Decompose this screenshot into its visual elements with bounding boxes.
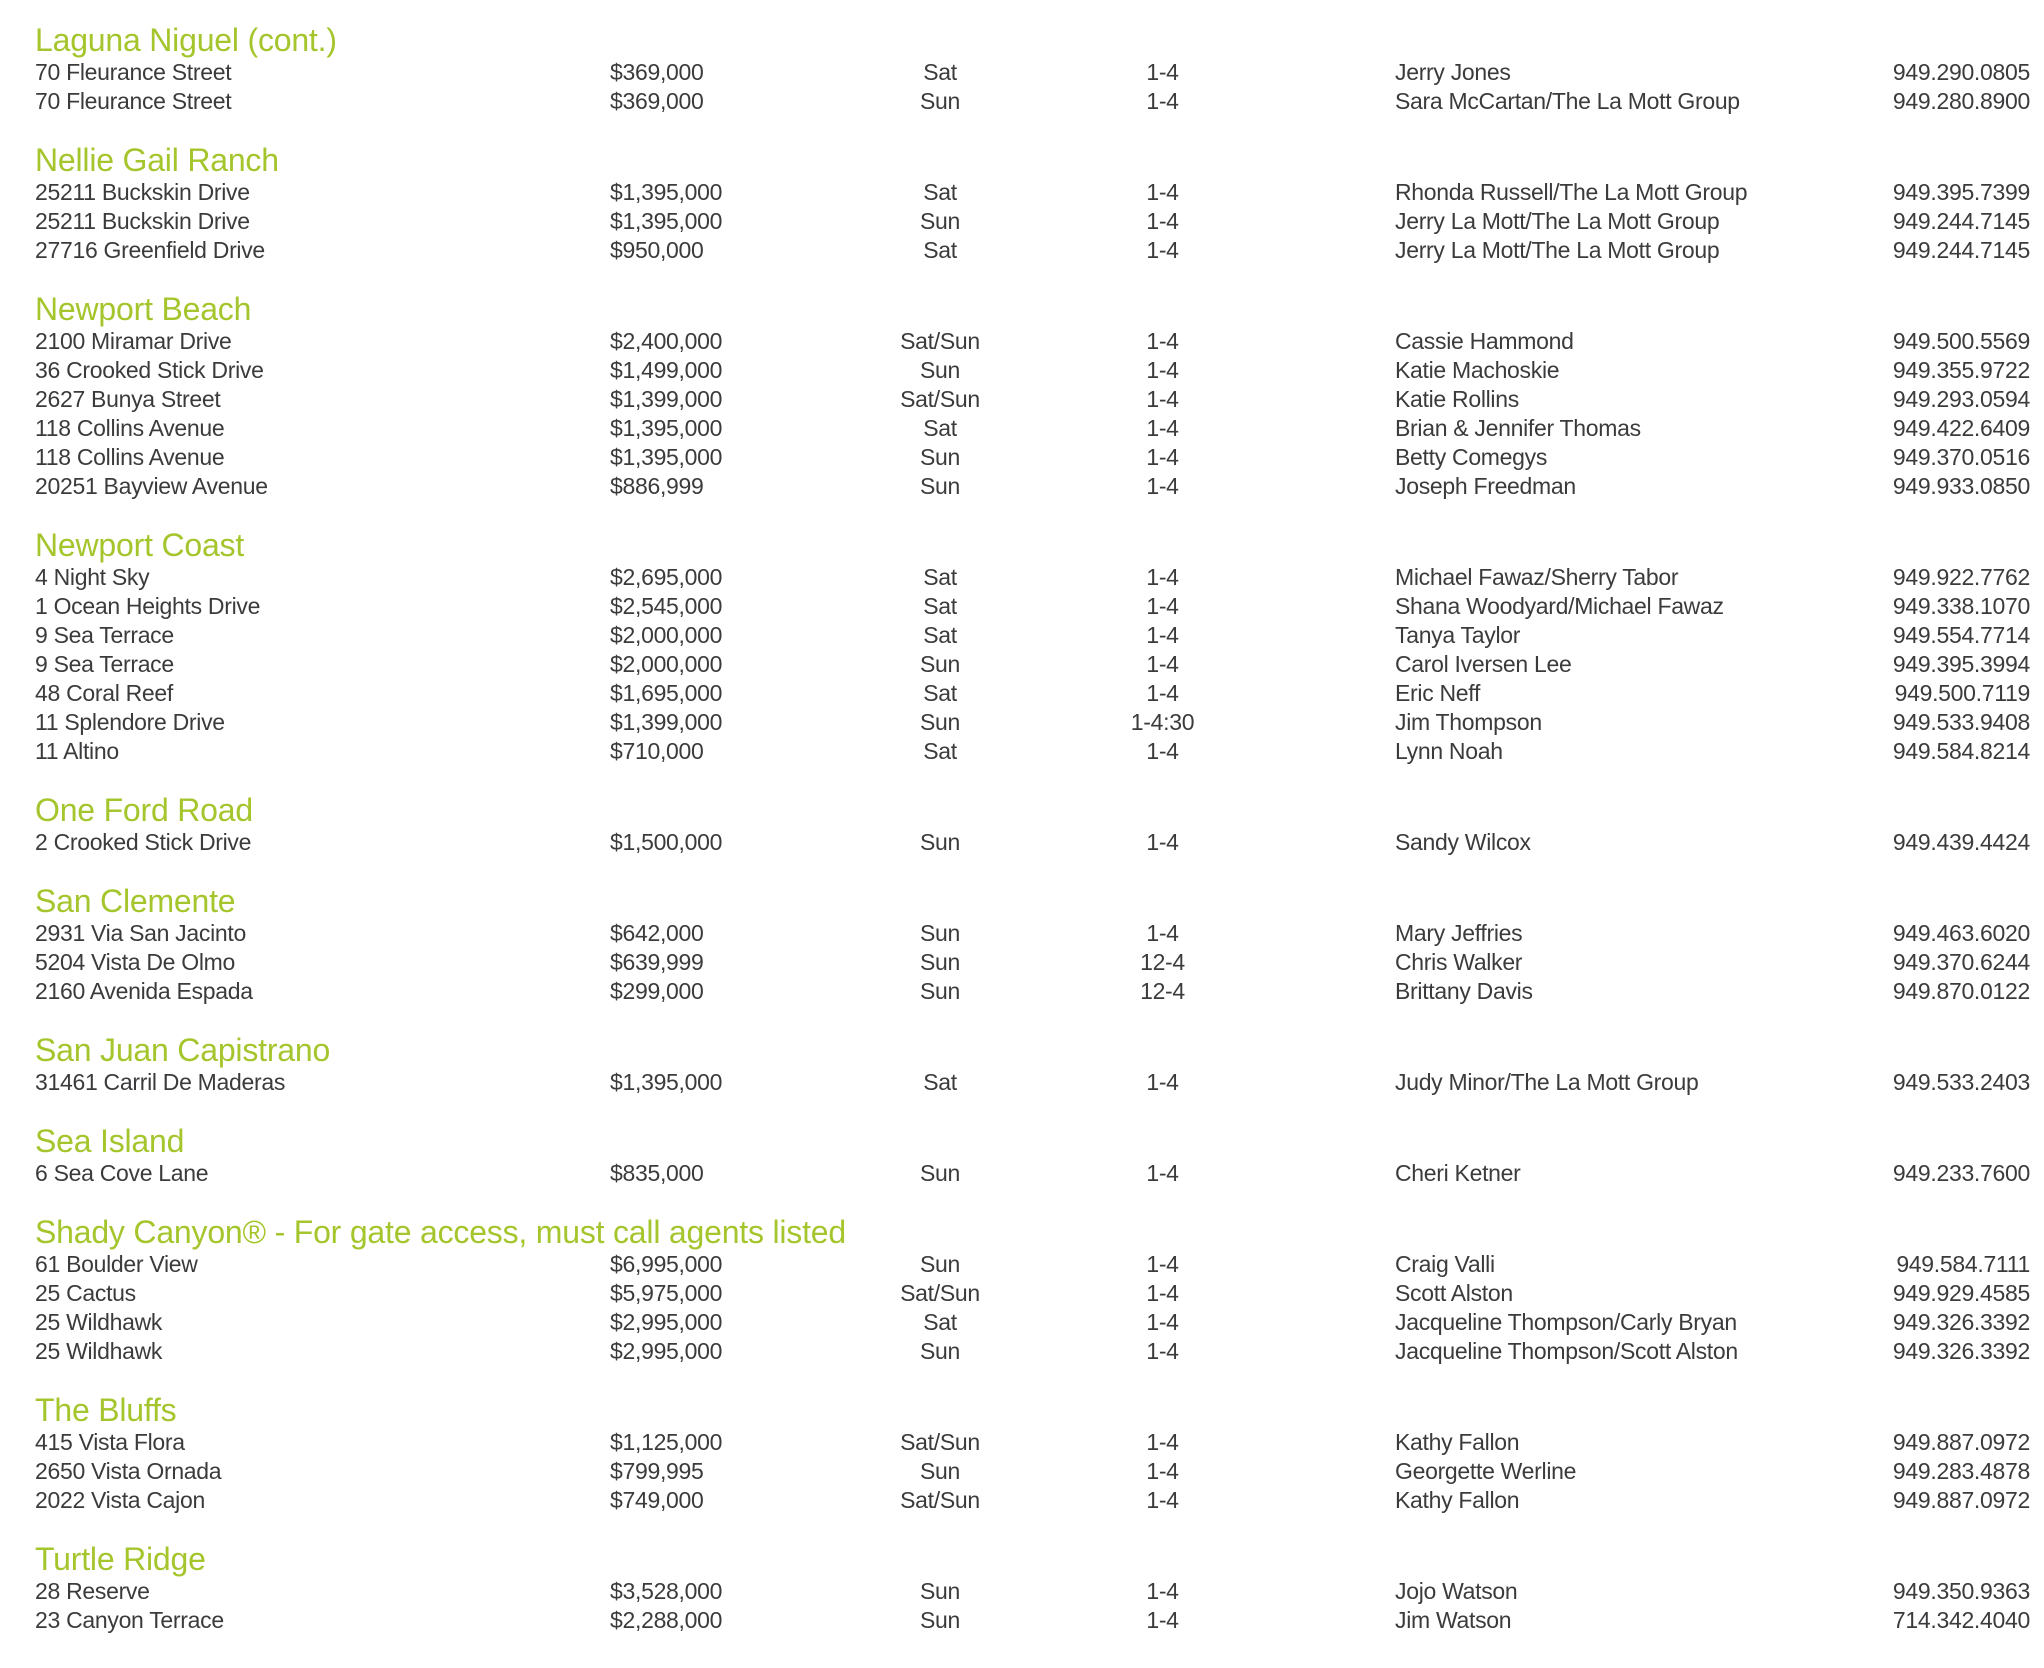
listing-section	[35, 22, 2030, 116]
listing-row	[35, 828, 2030, 857]
listing-row	[35, 1279, 2030, 1308]
listing-day: Sat	[923, 593, 957, 619]
section-title: Newport Coast	[35, 527, 245, 563]
listing-day: Sat	[923, 1069, 957, 1095]
listing-row	[35, 1159, 2030, 1188]
listing-agent: Brittany Davis	[1395, 978, 1533, 1004]
listing-day: Sat	[923, 622, 957, 648]
listing-price: $2,400,000	[610, 328, 723, 354]
listing-section	[35, 883, 2030, 1006]
listing-time: 1-4	[1146, 88, 1179, 114]
section-rows	[35, 828, 2030, 857]
listing-address: 6 Sea Cove Lane	[35, 1160, 209, 1186]
listing-price: $1,395,000	[610, 179, 723, 205]
listing-time: 1-4	[1146, 651, 1179, 677]
listing-day: Sun	[919, 1607, 961, 1633]
listing-time: 1-4	[1146, 622, 1179, 648]
listing-price: $369,000	[610, 59, 704, 85]
listing-phone: 949.584.7111	[1896, 1251, 2030, 1277]
listing-row	[35, 414, 2030, 443]
listing-price: $2,995,000	[610, 1338, 723, 1364]
listing-phone: 949.500.7119	[1894, 680, 2030, 706]
listing-address: 25 Wildhawk	[35, 1309, 163, 1335]
listing-agent: Lynn Noah	[1395, 738, 1503, 764]
listing-phone: 949.280.8900	[1892, 88, 2030, 114]
listing-row	[35, 737, 2030, 766]
listing-agent: Jim Thompson	[1395, 709, 1542, 735]
listing-row	[35, 708, 2030, 737]
listing-time: 12-4	[1140, 949, 1185, 975]
listing-row	[35, 385, 2030, 414]
listing-row	[35, 178, 2030, 207]
listing-time: 12-4	[1140, 978, 1185, 1004]
listing-agent: Cheri Ketner	[1395, 1160, 1521, 1186]
listing-phone: 949.439.4424	[1892, 829, 2030, 855]
listing-row	[35, 679, 2030, 708]
listing-day: Sat/Sun	[900, 1429, 980, 1455]
listing-row	[35, 472, 2030, 501]
listing-row	[35, 1337, 2030, 1366]
listing-phone: 949.338.1070	[1892, 593, 2030, 619]
listing-address: 48 Coral Reef	[35, 680, 174, 706]
listing-address: 1 Ocean Heights Drive	[35, 593, 261, 619]
listing-price: $2,995,000	[610, 1309, 723, 1335]
listing-agent: Jerry Jones	[1395, 59, 1511, 85]
listing-day: Sun	[919, 1578, 961, 1604]
listing-agent: Brian & Jennifer Thomas	[1395, 415, 1641, 441]
listing-price: $1,395,000	[610, 415, 723, 441]
listing-row	[35, 977, 2030, 1006]
listing-day: Sun	[919, 1338, 961, 1364]
section-title: San Clemente	[35, 883, 236, 919]
listing-address: 20251 Bayview Avenue	[35, 473, 268, 499]
listing-address: 25 Wildhawk	[35, 1338, 163, 1364]
listing-time: 1-4	[1146, 179, 1179, 205]
listing-agent: Jerry La Mott/The La Mott Group	[1395, 208, 1720, 234]
listing-price: $299,000	[610, 978, 704, 1004]
listing-phone: 949.554.7714	[1892, 622, 2030, 648]
listing-agent: Betty Comegys	[1395, 444, 1548, 470]
listing-agent: Jim Watson	[1395, 1607, 1512, 1633]
listing-day: Sun	[919, 651, 961, 677]
section-title: Sea Island	[35, 1123, 185, 1159]
listing-agent: Carol Iversen Lee	[1395, 651, 1572, 677]
open-house-directory	[35, 22, 2030, 1635]
listing-price: $1,500,000	[610, 829, 723, 855]
listing-price: $1,395,000	[610, 1069, 723, 1095]
listing-section	[35, 1214, 2030, 1366]
listing-agent: Katie Rollins	[1395, 386, 1519, 412]
section-rows	[35, 58, 2030, 116]
listing-row	[35, 443, 2030, 472]
listing-day: Sat	[923, 415, 957, 441]
listing-phone: 949.463.6020	[1892, 920, 2030, 946]
listing-phone: 949.350.9363	[1892, 1578, 2030, 1604]
listing-price: $835,000	[610, 1160, 704, 1186]
listing-agent: Chris Walker	[1395, 949, 1523, 975]
listing-day: Sun	[919, 473, 961, 499]
listing-row	[35, 207, 2030, 236]
listing-address: 36 Crooked Stick Drive	[35, 357, 264, 383]
listing-address: 5204 Vista De Olmo	[35, 949, 236, 975]
listing-phone: 949.887.0972	[1892, 1487, 2030, 1513]
listing-price: $1,399,000	[610, 709, 723, 735]
listing-agent: Sandy Wilcox	[1395, 829, 1531, 855]
section-rows	[35, 327, 2030, 501]
section-title: The Bluffs	[35, 1392, 177, 1428]
listing-day: Sat	[923, 680, 957, 706]
section-rows	[35, 1428, 2030, 1515]
listing-phone: 949.584.8214	[1892, 738, 2030, 764]
listing-day: Sun	[919, 357, 961, 383]
listing-phone: 949.283.4878	[1892, 1458, 2030, 1484]
listing-row	[35, 87, 2030, 116]
listing-phone: 949.395.7399	[1892, 179, 2030, 205]
listing-day: Sat	[923, 237, 957, 263]
listing-address: 2160 Avenida Espada	[35, 978, 253, 1004]
listing-price: $1,395,000	[610, 444, 723, 470]
listing-time: 1-4	[1146, 1458, 1179, 1484]
listing-phone: 949.887.0972	[1892, 1429, 2030, 1455]
listing-address: 28 Reserve	[35, 1578, 150, 1604]
listing-row	[35, 1428, 2030, 1457]
listing-address: 415 Vista Flora	[35, 1429, 185, 1455]
listing-price: $2,000,000	[610, 622, 723, 648]
listing-phone: 949.244.7145	[1892, 208, 2030, 234]
listing-section	[35, 1392, 2030, 1515]
listing-phone: 949.293.0594	[1892, 386, 2030, 412]
listing-price: $1,695,000	[610, 680, 723, 706]
listing-row	[35, 1068, 2030, 1097]
listing-price: $1,399,000	[610, 386, 723, 412]
listing-address: 2022 Vista Cajon	[35, 1487, 205, 1513]
listing-day: Sun	[919, 920, 961, 946]
section-title: San Juan Capistrano	[35, 1032, 331, 1068]
listing-address: 9 Sea Terrace	[35, 651, 174, 677]
listing-time: 1-4	[1146, 564, 1179, 590]
listing-price: $2,288,000	[610, 1607, 723, 1633]
listing-address: 31461 Carril De Maderas	[35, 1069, 286, 1095]
listing-agent: Joseph Freedman	[1395, 473, 1576, 499]
listing-time: 1-4	[1146, 920, 1179, 946]
listing-section	[35, 1032, 2030, 1097]
section-title: Newport Beach	[35, 291, 252, 327]
listing-address: 70 Fleurance Street	[35, 88, 232, 114]
listing-time: 1-4	[1146, 208, 1179, 234]
listing-time: 1-4	[1146, 357, 1179, 383]
listing-row	[35, 1486, 2030, 1515]
listing-day: Sun	[919, 829, 961, 855]
listing-phone: 949.533.9408	[1892, 709, 2030, 735]
listing-phone: 714.342.4040	[1892, 1607, 2030, 1633]
listing-agent: Jojo Watson	[1395, 1578, 1518, 1604]
listing-row	[35, 650, 2030, 679]
section-rows	[35, 1577, 2030, 1635]
listing-day: Sat/Sun	[900, 328, 980, 354]
listing-row	[35, 948, 2030, 977]
listing-phone: 949.326.3392	[1892, 1309, 2030, 1335]
section-rows	[35, 1250, 2030, 1366]
listing-price: $369,000	[610, 88, 704, 114]
listing-phone: 949.933.0850	[1892, 473, 2030, 499]
listing-agent: Judy Minor/The La Mott Group	[1395, 1069, 1699, 1095]
listing-address: 4 Night Sky	[35, 564, 150, 590]
listing-day: Sat	[923, 59, 957, 85]
section-title: Nellie Gail Ranch	[35, 142, 279, 178]
listing-agent: Scott Alston	[1395, 1280, 1513, 1306]
listing-time: 1-4	[1146, 328, 1179, 354]
listing-price: $2,695,000	[610, 564, 723, 590]
listing-price: $5,975,000	[610, 1280, 723, 1306]
listing-address: 118 Collins Avenue	[35, 444, 225, 470]
section-title: Shady Canyon® - For gate access, must call agents listed	[35, 1214, 846, 1250]
listing-address: 70 Fleurance Street	[35, 59, 232, 85]
listing-address: 11 Splendore Drive	[35, 709, 225, 735]
listing-row	[35, 621, 2030, 650]
listing-address: 25211 Buckskin Drive	[35, 179, 250, 205]
listing-time: 1-4	[1146, 593, 1179, 619]
listing-price: $710,000	[610, 738, 704, 764]
listing-phone: 949.500.5569	[1892, 328, 2030, 354]
listing-agent: Eric Neff	[1395, 680, 1481, 706]
listing-address: 61 Boulder View	[35, 1251, 198, 1277]
listing-time: 1-4:30	[1130, 709, 1195, 735]
listing-day: Sun	[919, 978, 961, 1004]
listing-day: Sat/Sun	[900, 386, 980, 412]
listing-time: 1-4	[1146, 1578, 1179, 1604]
listing-phone: 949.290.0805	[1892, 59, 2030, 85]
listing-time: 1-4	[1146, 386, 1179, 412]
section-rows	[35, 1068, 2030, 1097]
listing-time: 1-4	[1146, 444, 1179, 470]
listing-row	[35, 1250, 2030, 1279]
listing-row	[35, 58, 2030, 87]
listing-row	[35, 327, 2030, 356]
listing-section	[35, 792, 2030, 857]
listing-day: Sun	[919, 1458, 961, 1484]
listing-row	[35, 563, 2030, 592]
listing-address: 2931 Via San Jacinto	[35, 920, 246, 946]
listing-time: 1-4	[1146, 59, 1179, 85]
listing-phone: 949.244.7145	[1892, 237, 2030, 263]
listing-phone: 949.929.4585	[1892, 1280, 2030, 1306]
section-rows	[35, 919, 2030, 1006]
listing-agent: Katie Machoskie	[1395, 357, 1560, 383]
listing-day: Sun	[919, 444, 961, 470]
listing-agent: Tanya Taylor	[1395, 622, 1521, 648]
listing-address: 2 Crooked Stick Drive	[35, 829, 252, 855]
section-rows	[35, 178, 2030, 265]
listing-price: $886,999	[610, 473, 704, 499]
listing-section	[35, 1541, 2030, 1635]
section-title: One Ford Road	[35, 792, 253, 828]
listing-time: 1-4	[1146, 738, 1179, 764]
listing-day: Sun	[919, 709, 961, 735]
listing-time: 1-4	[1146, 1429, 1179, 1455]
listing-time: 1-4	[1146, 1069, 1179, 1095]
listing-day: Sat/Sun	[900, 1280, 980, 1306]
listing-agent: Jacqueline Thompson/Carly Bryan	[1395, 1309, 1737, 1335]
listing-price: $2,545,000	[610, 593, 723, 619]
section-rows	[35, 1159, 2030, 1188]
listing-address: 2650 Vista Ornada	[35, 1458, 222, 1484]
listing-address: 25211 Buckskin Drive	[35, 208, 250, 234]
listing-phone: 949.422.6409	[1892, 415, 2030, 441]
listing-day: Sat	[923, 738, 957, 764]
listing-price: $1,395,000	[610, 208, 723, 234]
listing-time: 1-4	[1146, 473, 1179, 499]
listing-phone: 949.370.0516	[1892, 444, 2030, 470]
listing-time: 1-4	[1146, 1251, 1179, 1277]
listing-day: Sun	[919, 949, 961, 975]
listing-address: 118 Collins Avenue	[35, 415, 225, 441]
listing-agent: Kathy Fallon	[1395, 1487, 1520, 1513]
listing-agent: Cassie Hammond	[1395, 328, 1574, 354]
listing-price: $6,995,000	[610, 1251, 723, 1277]
listing-agent: Sara McCartan/The La Mott Group	[1395, 88, 1740, 114]
listing-time: 1-4	[1146, 680, 1179, 706]
listing-phone: 949.233.7600	[1892, 1160, 2030, 1186]
listing-agent: Mary Jeffries	[1395, 920, 1523, 946]
listing-phone: 949.370.6244	[1892, 949, 2030, 975]
listing-day: Sat	[923, 1309, 957, 1335]
listing-day: Sat	[923, 564, 957, 590]
listing-time: 1-4	[1146, 415, 1179, 441]
listing-time: 1-4	[1146, 1160, 1179, 1186]
listing-phone: 949.533.2403	[1892, 1069, 2030, 1095]
listing-agent: Craig Valli	[1395, 1251, 1495, 1277]
listing-section	[35, 142, 2030, 265]
listing-time: 1-4	[1146, 1309, 1179, 1335]
listing-price: $639,999	[610, 949, 704, 975]
listing-day: Sun	[919, 208, 961, 234]
listing-row	[35, 1457, 2030, 1486]
listing-section	[35, 527, 2030, 766]
listing-price: $1,125,000	[610, 1429, 723, 1455]
listing-time: 1-4	[1146, 1487, 1179, 1513]
listing-address: 27716 Greenfield Drive	[35, 237, 265, 263]
listing-price: $2,000,000	[610, 651, 723, 677]
listing-time: 1-4	[1146, 829, 1179, 855]
listing-phone: 949.326.3392	[1892, 1338, 2030, 1364]
listing-phone: 949.355.9722	[1892, 357, 2030, 383]
listing-row	[35, 919, 2030, 948]
section-title: Laguna Niguel (cont.)	[35, 22, 337, 58]
listing-day: Sun	[919, 1160, 961, 1186]
listing-phone: 949.395.3994	[1892, 651, 2030, 677]
listing-row	[35, 1606, 2030, 1635]
listing-row	[35, 1577, 2030, 1606]
listing-agent: Michael Fawaz/Sherry Tabor	[1395, 564, 1679, 590]
listing-day: Sat/Sun	[900, 1487, 980, 1513]
listing-row	[35, 592, 2030, 621]
listing-price: $950,000	[610, 237, 704, 263]
listing-time: 1-4	[1146, 1280, 1179, 1306]
listing-section	[35, 291, 2030, 501]
listing-day: Sun	[919, 88, 961, 114]
listing-address: 2100 Miramar Drive	[35, 328, 232, 354]
listing-agent: Jacqueline Thompson/Scott Alston	[1395, 1338, 1738, 1364]
listing-agent: Rhonda Russell/The La Mott Group	[1395, 179, 1748, 205]
listing-agent: Shana Woodyard/Michael Fawaz	[1395, 593, 1724, 619]
listing-price: $1,499,000	[610, 357, 723, 383]
listing-time: 1-4	[1146, 1607, 1179, 1633]
listing-time: 1-4	[1146, 1338, 1179, 1364]
listing-address: 23 Canyon Terrace	[35, 1607, 224, 1633]
listing-phone: 949.870.0122	[1892, 978, 2030, 1004]
listing-address: 2627 Bunya Street	[35, 386, 221, 412]
listing-row	[35, 236, 2030, 265]
listing-price: $749,000	[610, 1487, 704, 1513]
listing-agent: Jerry La Mott/The La Mott Group	[1395, 237, 1720, 263]
listing-day: Sat	[923, 179, 957, 205]
listing-price: $799,995	[610, 1458, 704, 1484]
listing-address: 11 Altino	[35, 738, 119, 764]
listing-section	[35, 1123, 2030, 1188]
listing-day: Sun	[919, 1251, 961, 1277]
listing-phone: 949.922.7762	[1892, 564, 2030, 590]
listing-row	[35, 1308, 2030, 1337]
listing-row	[35, 356, 2030, 385]
listing-price: $3,528,000	[610, 1578, 723, 1604]
listing-address: 9 Sea Terrace	[35, 622, 174, 648]
listing-agent: Georgette Werline	[1395, 1458, 1577, 1484]
listing-agent: Kathy Fallon	[1395, 1429, 1520, 1455]
section-title: Turtle Ridge	[35, 1541, 206, 1577]
listing-address: 25 Cactus	[35, 1280, 136, 1306]
section-rows	[35, 563, 2030, 766]
listing-price: $642,000	[610, 920, 704, 946]
listing-time: 1-4	[1146, 237, 1179, 263]
